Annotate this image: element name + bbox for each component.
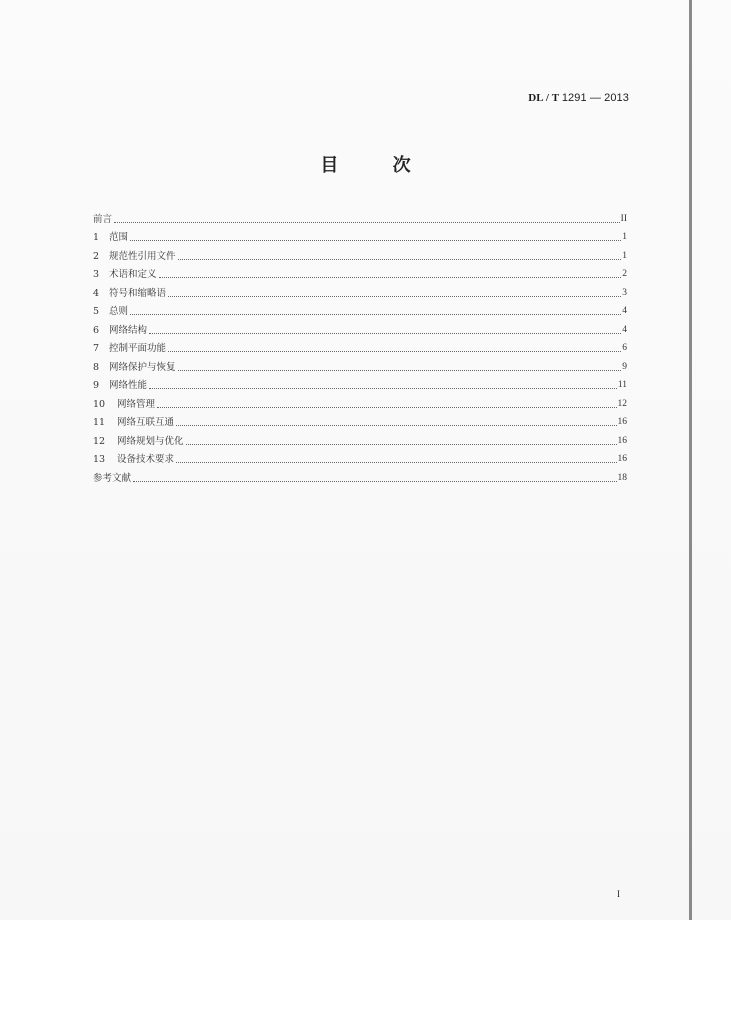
toc-entry[interactable]	[93, 317, 627, 336]
toc-entry[interactable]	[93, 243, 627, 262]
toc-entry-page: 9	[622, 361, 627, 372]
toc-entry-title: 参考文献	[93, 472, 132, 484]
toc-entry-title: 网络保护与恢复	[109, 361, 176, 373]
standard-code	[528, 92, 629, 104]
toc-entry[interactable]	[93, 465, 627, 484]
footer-page-number: I	[617, 889, 620, 899]
toc-entry-page: 1	[622, 232, 627, 242]
toc-entry-page: 1	[622, 250, 627, 261]
standard-prefix: DL / T	[528, 92, 559, 104]
toc-entry-title: 网络互联互通	[117, 417, 175, 428]
toc-entry-number: 6	[93, 324, 100, 336]
toc-leader-dots	[133, 480, 616, 482]
toc-entry[interactable]	[93, 373, 627, 392]
toc-entry-number: 10	[93, 398, 106, 410]
toc-leader-dots	[168, 295, 621, 297]
toc-leader-dots	[176, 424, 616, 426]
toc-entry[interactable]	[93, 354, 627, 373]
toc-entry-page: II	[620, 213, 627, 224]
standard-number: 1291 — 2013	[561, 92, 629, 104]
toc-entry-title: 设备技术要求	[117, 454, 175, 465]
toc-entry-number: 12	[93, 435, 106, 447]
toc-leader-dots	[178, 369, 622, 371]
toc-entry-number: 1	[93, 232, 100, 243]
toc-entry-page: 16	[617, 454, 627, 464]
toc-entry-title: 网络结构	[109, 324, 148, 336]
toc-entry-title: 符号和缩略语	[109, 287, 167, 299]
toc-entry-title: 控制平面功能	[109, 343, 167, 354]
toc-entry[interactable]	[93, 428, 627, 447]
toc-leader-dots	[114, 221, 620, 223]
toc-heading: 目 次	[320, 155, 435, 176]
toc-leader-dots	[186, 443, 617, 445]
toc-entry-page: 6	[622, 343, 627, 353]
toc-leader-dots	[149, 387, 617, 389]
toc-entry-page: 16	[617, 435, 627, 446]
toc-entry-page: 2	[622, 269, 627, 279]
toc-entry-number: 4	[93, 287, 100, 299]
toc-entry-page: 3	[622, 287, 627, 298]
toc-entry[interactable]	[93, 447, 627, 466]
toc-leader-dots	[130, 313, 621, 315]
toc-leader-dots	[149, 332, 621, 334]
toc-leader-dots	[130, 239, 621, 241]
toc-leader-dots	[168, 350, 621, 352]
toc-entry-page: 11	[617, 380, 627, 390]
page-edge-shadow	[689, 0, 692, 920]
toc-entry[interactable]	[93, 299, 627, 318]
toc-entry-page: 4	[622, 306, 627, 316]
toc-entry-title: 规范性引用文件	[109, 250, 176, 262]
toc-entry[interactable]	[93, 206, 627, 225]
toc-entry-number: 2	[93, 250, 100, 262]
toc-entry-number: 5	[93, 306, 100, 317]
toc-entry-page: 12	[617, 398, 627, 409]
toc-entry-number: 11	[93, 417, 106, 428]
toc-entry-title: 总则	[109, 306, 129, 317]
toc-entry[interactable]	[93, 225, 627, 244]
toc-entry-title: 术语和定义	[109, 269, 157, 280]
toc-leader-dots	[176, 461, 616, 463]
toc-entry-number: 8	[93, 361, 100, 373]
table-of-contents	[93, 206, 627, 484]
toc-entry-number: 9	[93, 380, 100, 391]
toc-entry[interactable]	[93, 391, 627, 410]
toc-entry-title: 范围	[109, 232, 129, 243]
toc-leader-dots	[157, 406, 616, 408]
toc-entry[interactable]	[93, 262, 627, 281]
toc-entry-page: 4	[622, 324, 627, 335]
toc-entry-title: 网络性能	[109, 380, 148, 391]
toc-leader-dots	[178, 258, 622, 260]
toc-entry-page: 18	[617, 472, 627, 483]
toc-entry[interactable]	[93, 410, 627, 429]
toc-entry-title: 前言	[93, 213, 113, 225]
toc-leader-dots	[159, 276, 622, 278]
toc-entry[interactable]	[93, 280, 627, 299]
toc-entry[interactable]	[93, 336, 627, 355]
toc-entry-title: 网络管理	[117, 398, 156, 410]
toc-entry-number: 7	[93, 343, 100, 354]
toc-entry-number: 3	[93, 269, 100, 280]
toc-entry-page: 16	[617, 417, 627, 427]
toc-entry-number: 13	[93, 454, 106, 465]
toc-entry-title: 网络规划与优化	[117, 435, 184, 447]
